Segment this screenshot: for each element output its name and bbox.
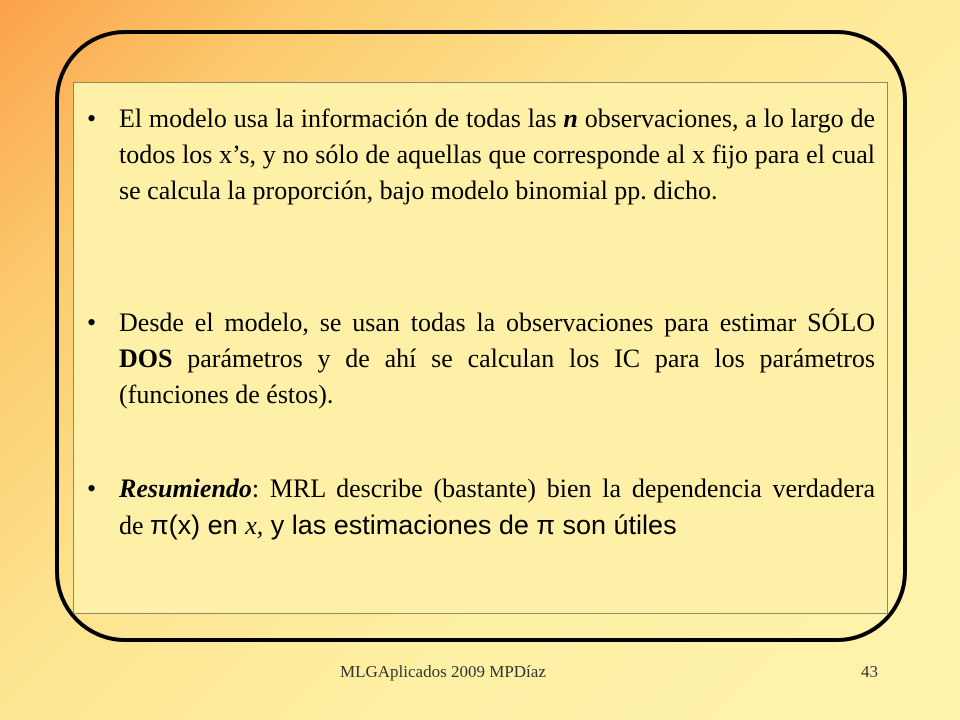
text-run: : MRL describe (bastante) bien la dependencia verdadera de — [119, 474, 875, 540]
text-run-bold: DOS — [119, 344, 173, 373]
bullet-text-3 — [119, 471, 875, 544]
text-run: parámetros y de ahí se calculan los IC para los parámetros (funciones de éstos). — [119, 344, 875, 409]
text-run-bold-italic: Resumiendo — [119, 474, 252, 503]
text-run-bold-italic: n — [563, 104, 578, 133]
bullet-dot: • — [87, 308, 97, 337]
content-textbox — [73, 82, 888, 614]
bullet-text-1 — [119, 101, 875, 209]
text-run-symbol: π(x) en — [150, 510, 246, 540]
text-run: Desde el modelo, se usan todas la observaciones para estimar SÓLO — [119, 308, 875, 337]
bullet-dot: • — [87, 104, 97, 133]
text-run-symbol: y las estimaciones de π son útiles — [263, 510, 677, 540]
footer-text: MLGAplicados 2009 MPDíaz — [340, 662, 546, 681]
page-number: 43 — [861, 662, 878, 681]
text-run: observaciones, a lo largo de todos los x’s, y no sólo de aquellas que corresponde al x fijo para el cual se calcula la proporción, bajo modelo binomial pp. dicho. — [119, 104, 875, 205]
bullet-text-2 — [119, 305, 875, 413]
text-run-italic: x, — [245, 511, 264, 540]
bullet-dot: • — [87, 474, 97, 503]
text-run: El modelo usa la información de todas las — [119, 104, 564, 133]
